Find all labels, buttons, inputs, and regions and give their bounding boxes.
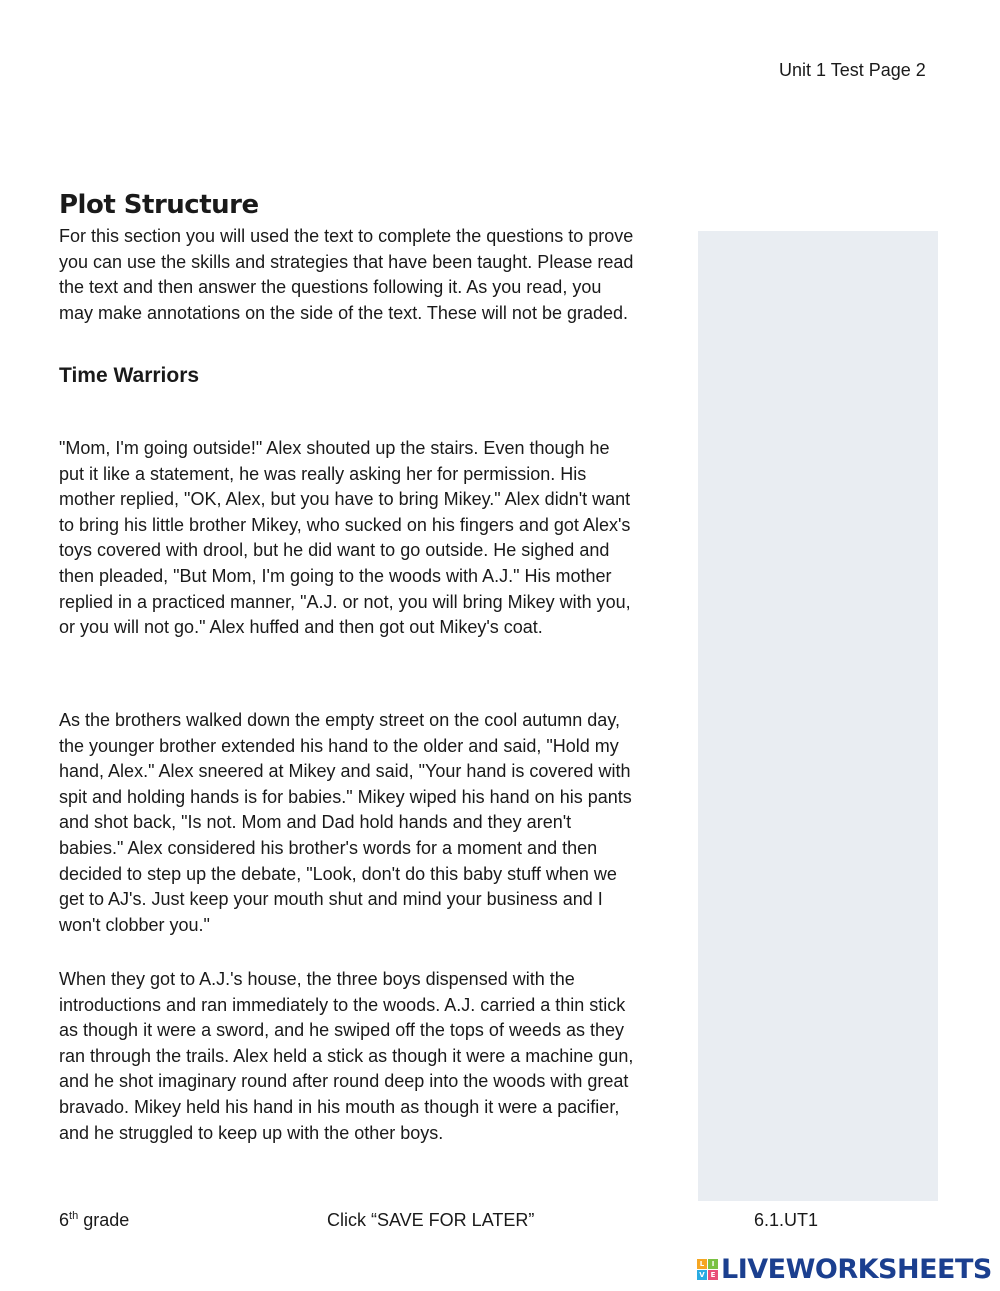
logo-letter-i: I [708,1259,718,1269]
footer-grade [59,1210,129,1231]
story-paragraph-2: As the brothers walked down the empty street on the cool autumn day, the younger brother extended his hand to the older and said, "Hold my hand, Alex." Alex sneered at Mikey and said, "Your hand is covered with spit and holding hands is for babies." Mikey wiped his hand on his pants and shot back, "Is not. Mom and Dad hold hands and they aren't babies." Alex considered his brother's words for a moment and then decided to step up the debate, "Look, don't do this baby stuff when we get to AJ's. Just keep your mouth shut and mind your business and I won't clobber you." [59,710,632,935]
story-paragraph-3: When they got to A.J.'s house, the three boys dispensed with the introductions and ran immediately to the woods. A.J. carried a thin stick as though it were a sword, and he swiped off the tops of weeds as they ran through the trails. Alex held a stick as though it were a machine gun, and he shot imaginary round after round deep into the woods with great bravado. Mikey held his hand in his mouth as though it were a pacifier, and he struggled to keep up with the other boys. [59,969,634,1143]
annotation-panel[interactable] [698,231,938,1201]
logo-letter-l: L [697,1259,707,1269]
logo-letter-v: V [697,1270,707,1280]
story-paragraph-1: "Mom, I'm going outside!" Alex shouted up the stairs. Even though he put it like a statement, he was really asking her for permission. His mother replied, "OK, Alex, but you have to bring Mikey." Alex didn't want to bring his little brother Mikey, who sucked on his fingers and got Alex's toys covered with drool, but he did want to go outside. He sighed and then pleaded, "But Mom, I'm going to the woods with A.J." His mother replied in a practiced manner, "A.J. or not, you will bring Mikey with you, or you will not go." Alex huffed and then got out Mikey's coat. [59,438,631,638]
worksheet-code: 6.1.UT1 [754,1210,819,1230]
grade-word: grade [78,1210,130,1230]
grade-number: 6 [59,1210,70,1230]
save-instruction: Click “SAVE FOR LATER” [327,1210,535,1230]
section-title: Plot Structure [59,190,259,220]
section-intro: For this section you will used the text to complete the questions to prove you can use the skills and strategies that have been taught. Please read the text and then answer the questions following it. As you read, you may make annotations on the side of the text. These will not be graded. [59,226,634,323]
liveworksheets-icon [697,1259,718,1280]
page-number: Unit 1 Test Page 2 [779,60,926,80]
grade-suffix: th [69,1210,79,1222]
story-title: Time Warriors [59,364,200,387]
logo-letter-e: E [708,1270,718,1280]
brand-name: LIVEWORKSHEETS [721,1254,992,1285]
liveworksheets-logo [697,1254,992,1285]
